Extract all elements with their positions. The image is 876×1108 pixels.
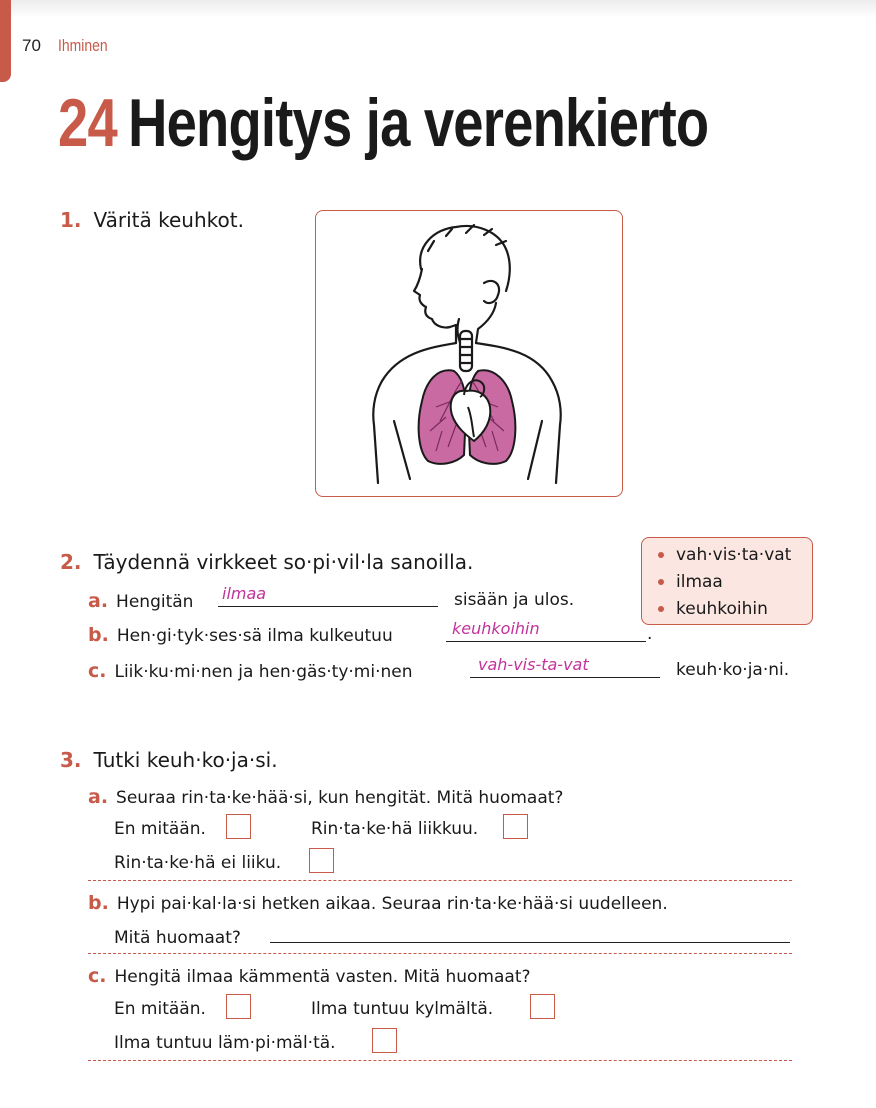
task-3a-option-3: Rin·ta·ke·hä ei liiku. <box>114 853 282 873</box>
task-3c-checkbox-1[interactable] <box>226 994 251 1019</box>
task-2c-after: keuh·ko·ja·ni. <box>676 660 790 680</box>
word-bank-item: ilmaa <box>658 572 723 592</box>
task-2c-answer: vah-vis-ta-vat <box>478 655 589 674</box>
bullet-icon <box>658 606 664 612</box>
task-3b-prompt: Mitä huomaat? <box>114 928 241 948</box>
task-3a-option-1: En mitään. <box>114 819 206 839</box>
bullet-icon <box>658 552 664 558</box>
page-number: 70 <box>22 36 41 55</box>
task-3a-option-2: Rin·ta·ke·hä liikkuu. <box>311 819 479 839</box>
word-bank-item: vah·vis·ta·vat <box>658 545 791 565</box>
page-top-shade <box>0 0 876 18</box>
task-3-text: Tutki keuh·ko·ja·si. <box>93 748 278 772</box>
chapter-title: Hengitys ja verenkierto <box>128 85 709 161</box>
task-3c-checkbox-2[interactable] <box>530 994 555 1019</box>
task-1 <box>60 208 244 232</box>
page-title <box>58 84 708 162</box>
task-3a-checkbox-3[interactable] <box>309 848 334 873</box>
task-2a-after: sisään ja ulos. <box>454 590 575 610</box>
task-2 <box>60 550 473 574</box>
task-2b-answer: keuhkoihin <box>452 619 540 638</box>
page-tab-marker <box>0 0 11 82</box>
task-3b-question: b. Hypi pai·kal·la·si hetken aikaa. Seuraa rin·ta·ke·hää·si uudelleen. <box>88 892 668 914</box>
word-bank-item: keuhkoihin <box>658 599 768 619</box>
task-1-number: 1. <box>60 208 82 232</box>
task-3c-option-2: Ilma tuntuu kylmältä. <box>311 999 494 1019</box>
task-3c-option-3: Ilma tuntuu läm·pi·mäl·tä. <box>114 1033 336 1053</box>
task-3c-option-1: En mitään. <box>114 999 206 1019</box>
lungs-illustration-frame <box>315 210 623 497</box>
task-3b-answer-field[interactable] <box>270 920 790 943</box>
task-2b-after: . <box>647 624 653 644</box>
task-2a-answer: ilmaa <box>222 584 267 603</box>
task-3a-checkbox-2[interactable] <box>503 814 528 839</box>
task-2-number: 2. <box>60 550 82 574</box>
task-2-text: Täydennä virkkeet so·pi·vil·la sanoilla. <box>93 550 474 574</box>
task-3c-checkbox-3[interactable] <box>372 1028 397 1053</box>
divider <box>88 953 792 954</box>
task-2b-answer-field[interactable] <box>446 619 646 642</box>
task-3a-checkbox-1[interactable] <box>226 814 251 839</box>
task-2a-answer-field[interactable] <box>218 584 438 607</box>
task-3a-question: a. Seuraa rin·ta·ke·hää·si, kun hengität. Mitä huomaat? <box>88 786 564 808</box>
task-2a-label: a. Hengitän <box>88 590 194 612</box>
task-3 <box>60 748 278 772</box>
task-2c-label: c. Liik·ku·mi·nen ja hen·gäs·ty·mi·nen <box>88 660 413 682</box>
lungs-illustration <box>316 211 622 496</box>
divider <box>88 880 792 881</box>
task-3c-question: c. Hengitä ilmaa kämmentä vasten. Mitä huomaat? <box>88 965 531 987</box>
divider <box>88 1060 792 1061</box>
word-bank <box>641 537 813 625</box>
section-name: Ihminen <box>58 36 108 55</box>
task-3-number: 3. <box>60 748 82 772</box>
task-1-text: Väritä keuhkot. <box>93 208 244 232</box>
task-2b-label: b. Hen·gi·tyk·ses·sä ilma kulkeutuu <box>88 624 393 646</box>
chapter-number: 24 <box>58 85 117 161</box>
bullet-icon <box>658 579 664 585</box>
task-2c-answer-field[interactable] <box>470 655 660 678</box>
